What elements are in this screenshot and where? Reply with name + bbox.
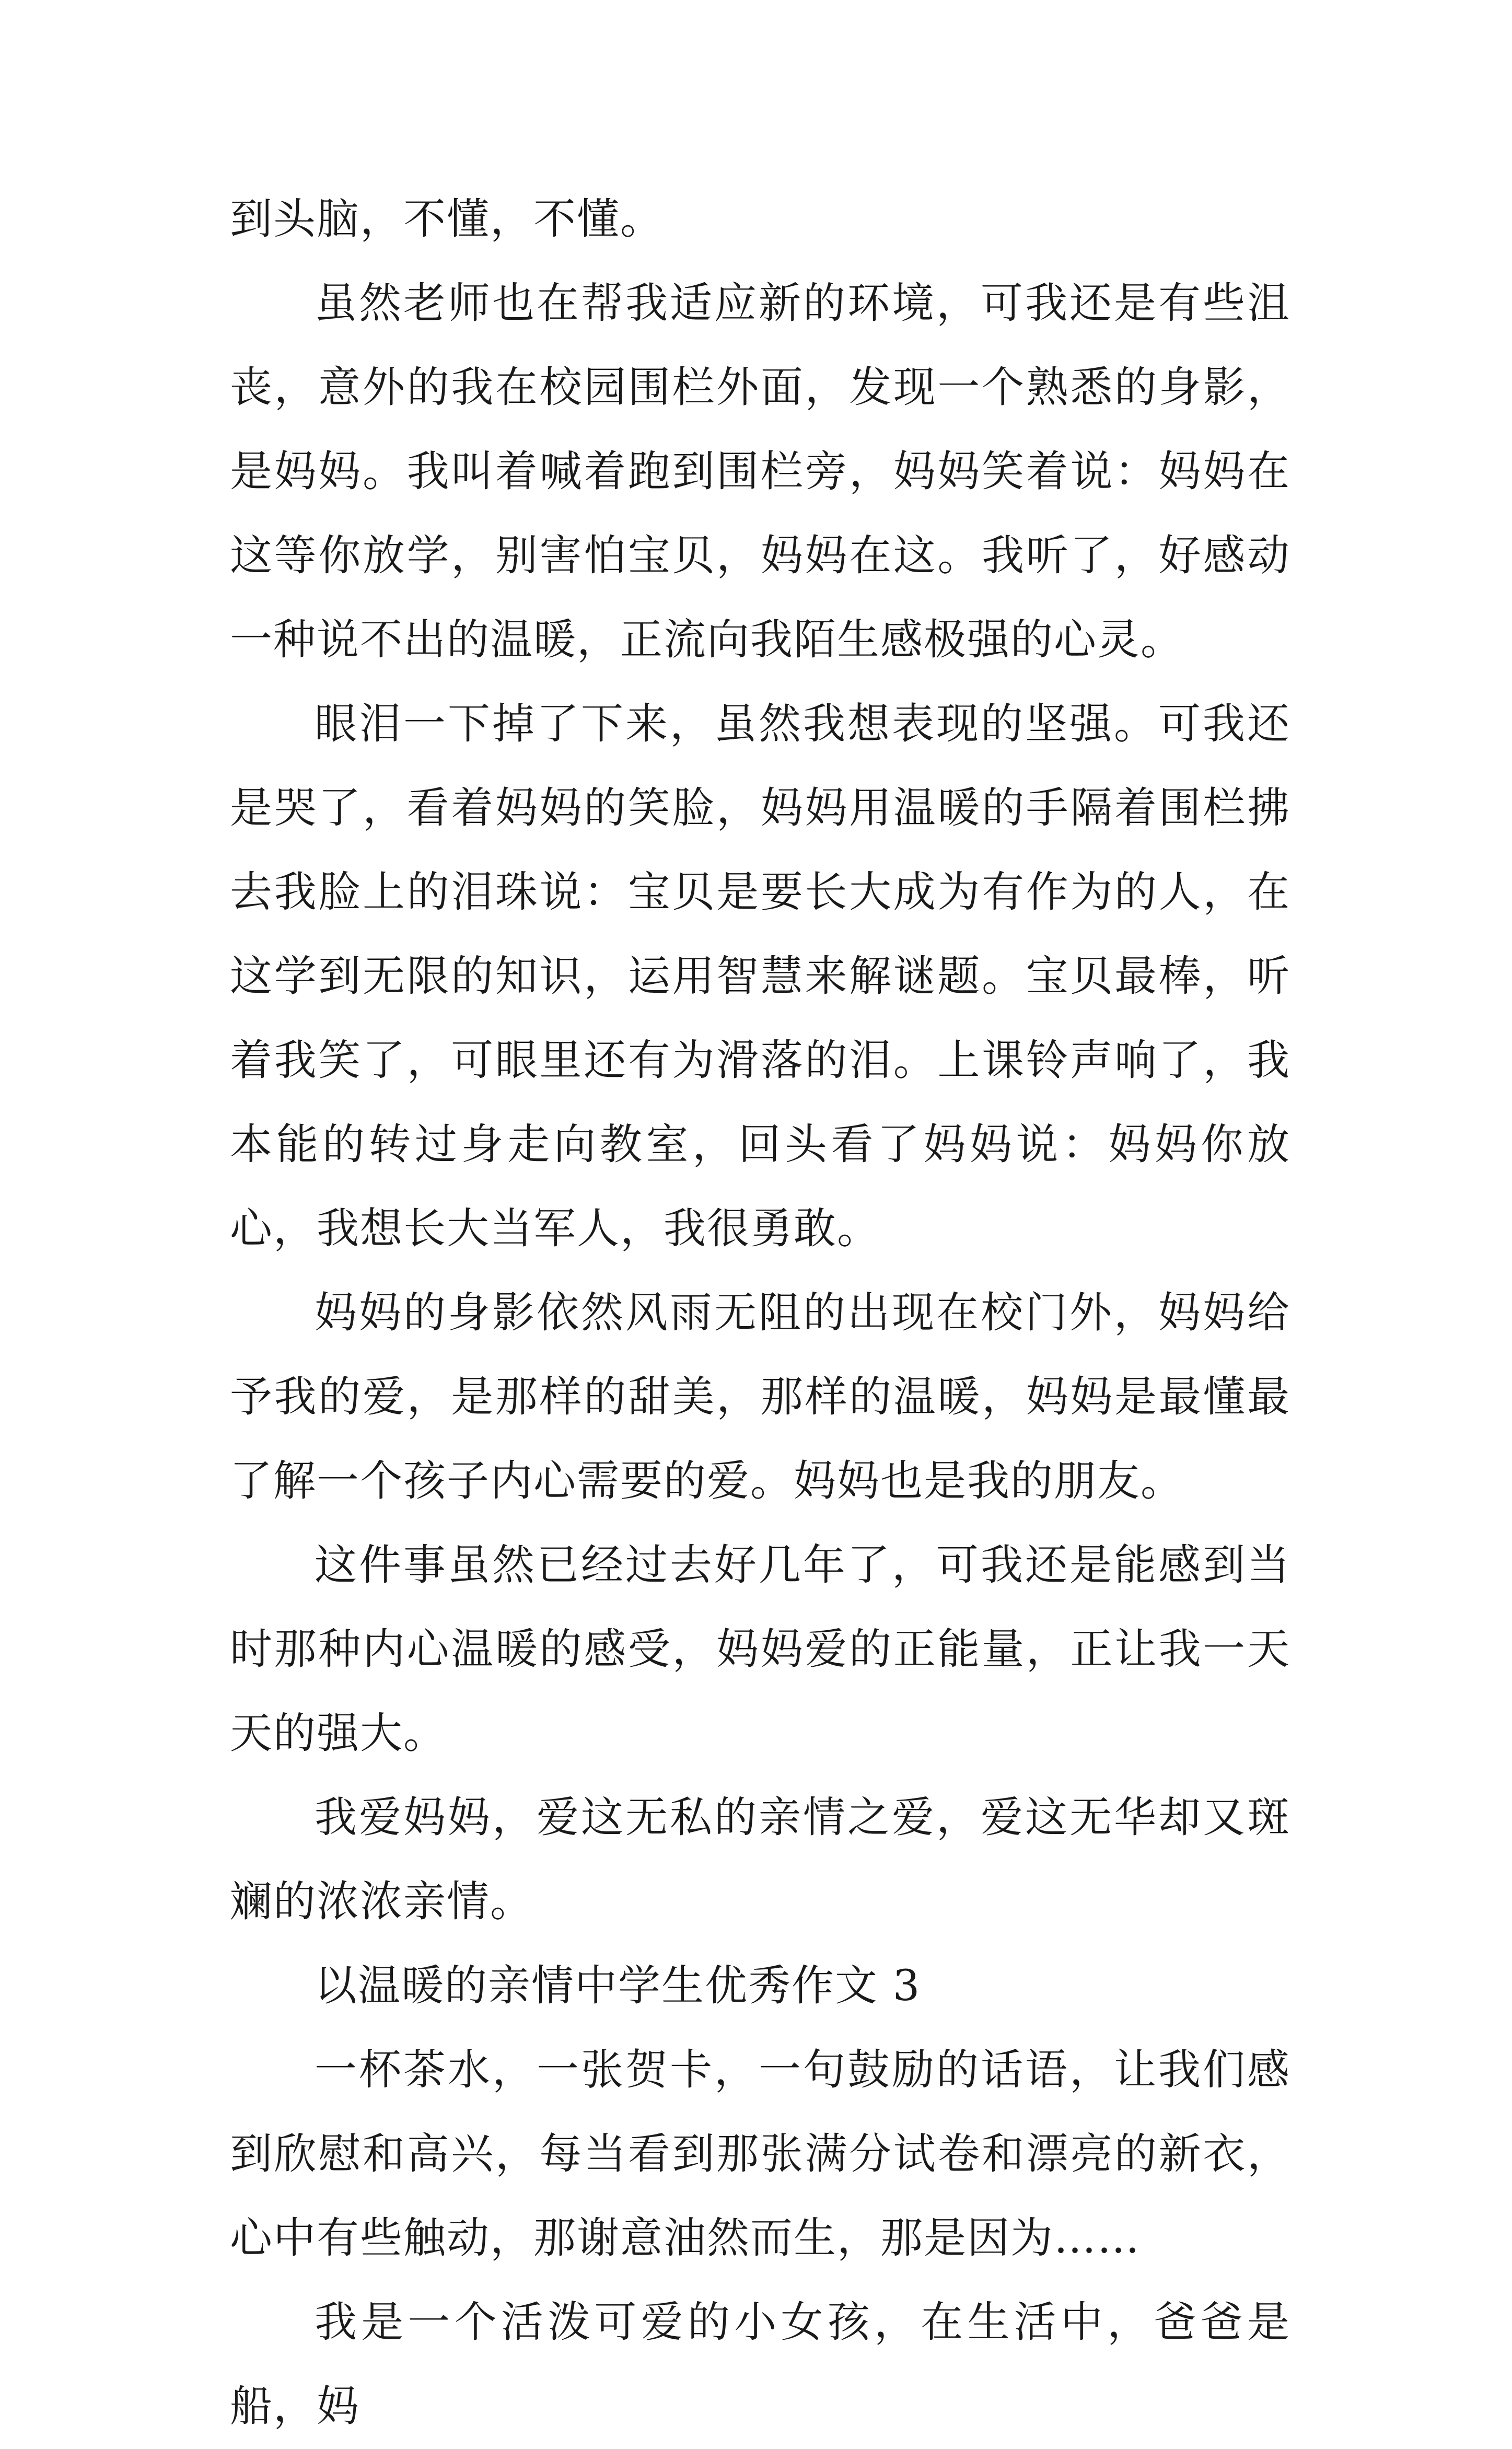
- paragraph-6: 我爱妈妈，爱这无私的亲情之爱，爱这无华却又斑斓的浓浓亲情。: [230, 1793, 1290, 1926]
- section-heading: 以温暖的亲情中学生优秀作文 3: [315, 1961, 921, 2011]
- paragraph-1: 到头脑，不懂，不懂。: [230, 195, 664, 244]
- paragraph-5: 这件事虽然已经过去好几年了，可我还是能感到当时那种内心温暖的感受，妈妈爱的正能量，正让我一天天的强大。: [230, 1541, 1290, 1758]
- paragraph-8: 我是一个活泼可爱的小女孩，在生活中，爸爸是船，妈: [230, 2298, 1290, 2431]
- paragraph-2: 虽然老师也在帮我适应新的环境，可我还是有些沮丧，意外的我在校园围栏外面，发现一个熟悉的身影，是妈妈。我叫着喊着跑到围栏旁，妈妈笑着说：妈妈在这等你放学，别害怕宝贝，妈妈在这。我听了，好感动一种说不出的温暖，正流向我陌生感极强的心灵。: [230, 279, 1290, 665]
- paragraph-4: 妈妈的身影依然风雨无阻的出现在校门外，妈妈给予我的爱，是那样的甜美，那样的温暖，妈妈是最懂最了解一个孩子内心需要的爱。妈妈也是我的朋友。: [230, 1289, 1290, 1506]
- paragraph-7: 一杯茶水，一张贺卡，一句鼓励的话语，让我们感到欣慰和高兴，每当看到那张满分试卷和漂亮的新衣，心中有些触动，那谢意油然而生，那是因为……: [230, 2046, 1290, 2263]
- paragraph-3: 眼泪一下掉了下来，虽然我想表现的坚强。可我还是哭了，看着妈妈的笑脸，妈妈用温暖的手隔着围栏拂去我脸上的泪珠说：宝贝是要长大成为有作为的人，在这学到无限的知识，运用智慧来解谜题。宝贝最棒，听着我笑了，可眼里还有为滑落的泪。上课铃声响了，我本能的转过身走向教室，回头看了妈妈说：妈妈你放心，我想长大当军人，我很勇敢。: [230, 700, 1290, 1253]
- document-body: [230, 178, 1290, 2449]
